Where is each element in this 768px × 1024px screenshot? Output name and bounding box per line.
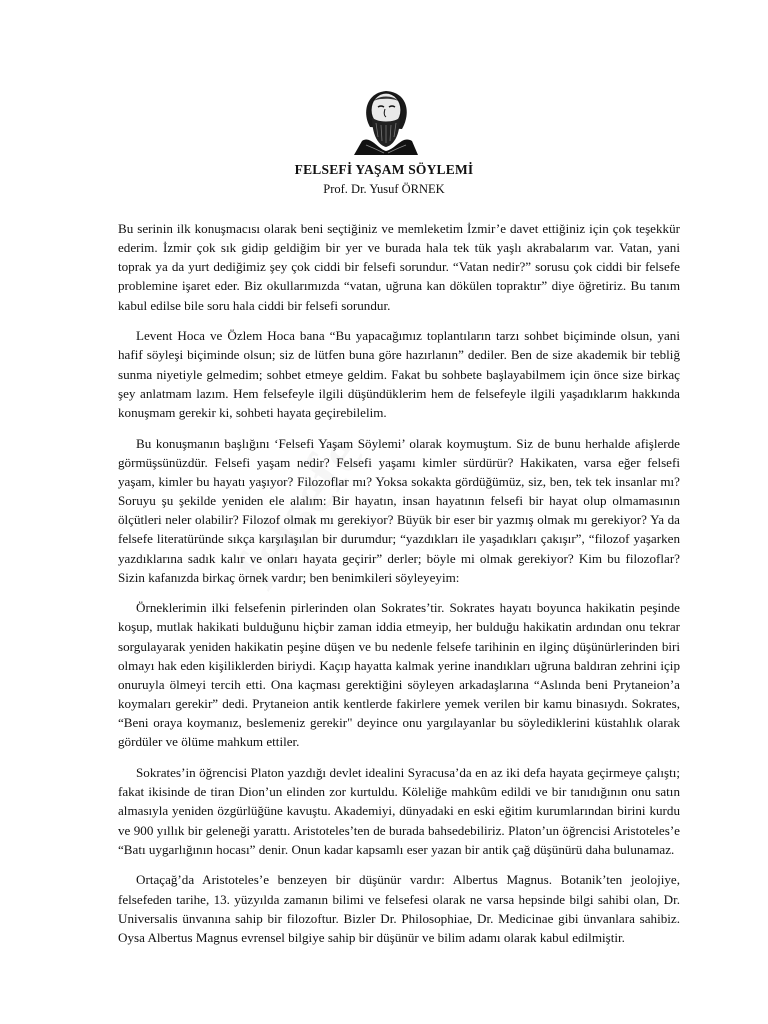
- paragraph-6: Ortaçağ’da Aristoteles’e benzeyen bir düşünür vardır: Albertus Magnus. Botanik’ten jeolojiye, felsefeden tarihe, 13. yüzyılda zamanın bilimi ve felsefesi olarak ne varsa hepsinde bilgi sahibi olan, Dr. Universalis ünvanına sahip bir filozoftur. Bizler Dr. Philosophiae, Dr. Medicinae gibi ünvanlara sahibiz. Oysa Albertus Magnus evrensel bilgiye sahip bir düşünür ve bilim adamı olarak kabul edilmiştir.: [118, 872, 680, 945]
- paragraph-5: Sokrates’in öğrencisi Platon yazdığı devlet idealini Syracusa’da en az iki defa hayata geçirmeye çalıştı; fakat ikisinde de tiran Dion’un elinden zor kurtuldu. Köleliğe mahkûm edildi ve bir tanıdığının onu satın almasıyla yeniden özgürlüğüne kavuştu. Akademiyi, dünyadaki en eski eğitim kurumlarından birini kurdu ve 900 yıllık bir geleneği yarattı. Aristoteles’ten de burada bahsedebiliriz. Platon’un öğrencisi Aristoteles’e “Batı uygarlığının hocası” denir. Onun kadar kapsamlı eser yazan bir antik çağ düşünürü daha bulunamaz.: [118, 765, 680, 857]
- paragraph-4: Örneklerimin ilki felsefenin pirlerinden olan Sokrates’tir. Sokrates hayatı boyunca hakikatin peşinde koşup, mutlak hakikati bulduğunu hiçbir zaman iddia etmeyip, her bulduğu hakikatin ardından onu tekrar sorgulayarak yeniden hakikatin peşine düşen ve bu nedenle felsefe tarihinin en ilginç düşünürlerinden biri olmayı hak eden kişiliklerden biriydi. Kaçıp hayatta kalmak yerine inandıkları uğruna baldıran zehrini içip onuruyla ölmeyi tercih etti. Ona kaçması gerektiğini söyleyen arkadaşlarına “Aslında beni Prytaneion’a koymaları gerekir” dedi. Prytaneion antik kentlerde fakirlere yemek verilen bir kamu binasıydı. Sokrates, “Beni oraya koymanız, beslemeniz gerekir" deyince onu yargılayanlar bu söylediklerini küstahlık olarak gördüler ve ölüme mahkum ettiler.: [118, 600, 680, 750]
- document-title: FELSEFİ YAŞAM SÖYLEMİ: [294, 162, 474, 177]
- document-author: Prof. Dr. Yusuf ÖRNEK: [323, 182, 445, 196]
- paragraph-3: Bu konuşmanın başlığını ‘Felsefi Yaşam Söylemi’ olarak koymuştum. Siz de bunu herhalde afişlerde görmüşsünüzdür. Felsefi yaşam nedir? Felsefi yaşamı kimler sürdürür? Hakikaten, varsa eğer felsefi yaşam, kimler bu hayatı yaşıyor? Filozoflar mı? Yoksa sokakta gördüğümüz, siz, ben, tek tek insanlar mı? Soruyu şu şekilde yeniden ele alalım: Bir hayatın, insan hayatının felsefi bir hayat olup olmamasının ölçütleri neler olabilir? Filozof olmak mı gerekiyor? Büyük bir eser bir yazmış olmak mı gerekiyor? Ya da felsefe literatüründe sıkça karşılaşılan bir durumdur; “yazdıkları ile yaşadıkları çakışır”, “filozof yaşarken yazdıklarına sadık kalır ve onları hayata geçirir” derler; böyle mi olmak gerekiyor? Kim bu filozoflar? Sizin kafanızda birkaç örnek vardır; ben benimkileri söyleyeyim:: [118, 435, 680, 585]
- paragraph-1: Bu serinin ilk konuşmacısı olarak beni seçtiğiniz ve memleketim İzmir’e davet ettiğiniz için çok teşekkür ederim. İzmir çok sık gidip geldiğim bir yer ve burada hala tek tük yaşlı akrabalarım var. Vatan, yani toprak ya da yurt dediğimiz şey çok ciddi bir felsefi sorundur. “Vatan nedir?” sorusu çok ciddi bir felsefe problemine işaret eder. Biz okullarımızda “vatan, uğruna kan dökülen topraktır” diye öğretiriz. Bu tanım kabul edilse bile soru hala ciddi bir felsefi sorundur.: [118, 221, 680, 313]
- paragraph-2: Levent Hoca ve Özlem Hoca bana “Bu yapacağımız toplantıların tarzı sohbet biçiminde olsun, yani hafif söyleşi biçiminde olsun; siz de lütfen buna göre hazırlanın” dediler. Ben de size akademik bir tebliğ sunma niyetiyle gelmedim; sohbet etmeye geldim. Fakat bu sohbete başlayabilmem için önce size birkaç şey anlatmam lazım. Hem felsefeyle ilgili düşündüklerim hem de felsefeyle ilgili yaşadıklarım hakkında konuşmam gerekir ki, sohbeti hayata geçirebilelim.: [118, 328, 680, 420]
- socrates-bust-portrait: [348, 83, 424, 157]
- document-body: [118, 219, 680, 958]
